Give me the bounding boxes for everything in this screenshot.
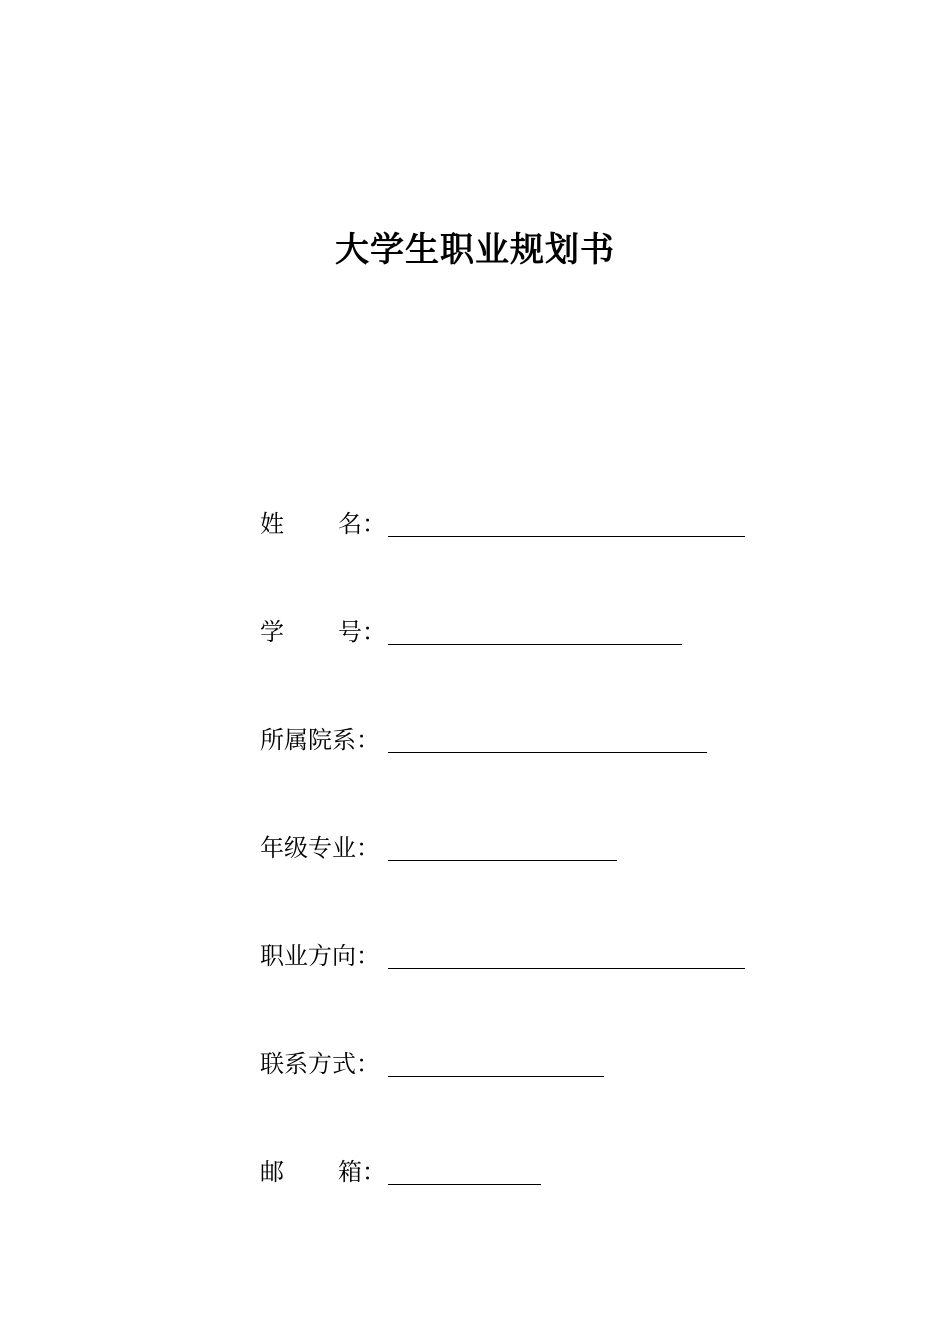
- field-name-label-char1: 姓: [260, 510, 284, 538]
- name-blank-line[interactable]: [388, 536, 745, 537]
- field-student-id-label-char1: 学: [260, 618, 284, 646]
- contact-blank-line[interactable]: [388, 1076, 604, 1077]
- field-career-direction-label: 职业方向：: [260, 942, 380, 970]
- career-direction-blank-line[interactable]: [388, 968, 745, 969]
- email-blank-line[interactable]: [388, 1184, 541, 1185]
- document-title: 大学生职业规划书: [335, 230, 615, 270]
- field-department-label: 所属院系：: [260, 726, 380, 754]
- field-student-id-label-char2: 号：: [338, 618, 386, 646]
- student-id-blank-line[interactable]: [388, 644, 682, 645]
- department-blank-line[interactable]: [388, 752, 707, 753]
- field-grade-major-label: 年级专业：: [260, 834, 380, 862]
- field-name-label-char2: 名：: [338, 510, 386, 538]
- grade-major-blank-line[interactable]: [388, 860, 617, 861]
- field-email-label-char2: 箱：: [338, 1158, 386, 1186]
- field-email-label-char1: 邮: [260, 1158, 284, 1186]
- field-contact-label: 联系方式：: [260, 1050, 380, 1078]
